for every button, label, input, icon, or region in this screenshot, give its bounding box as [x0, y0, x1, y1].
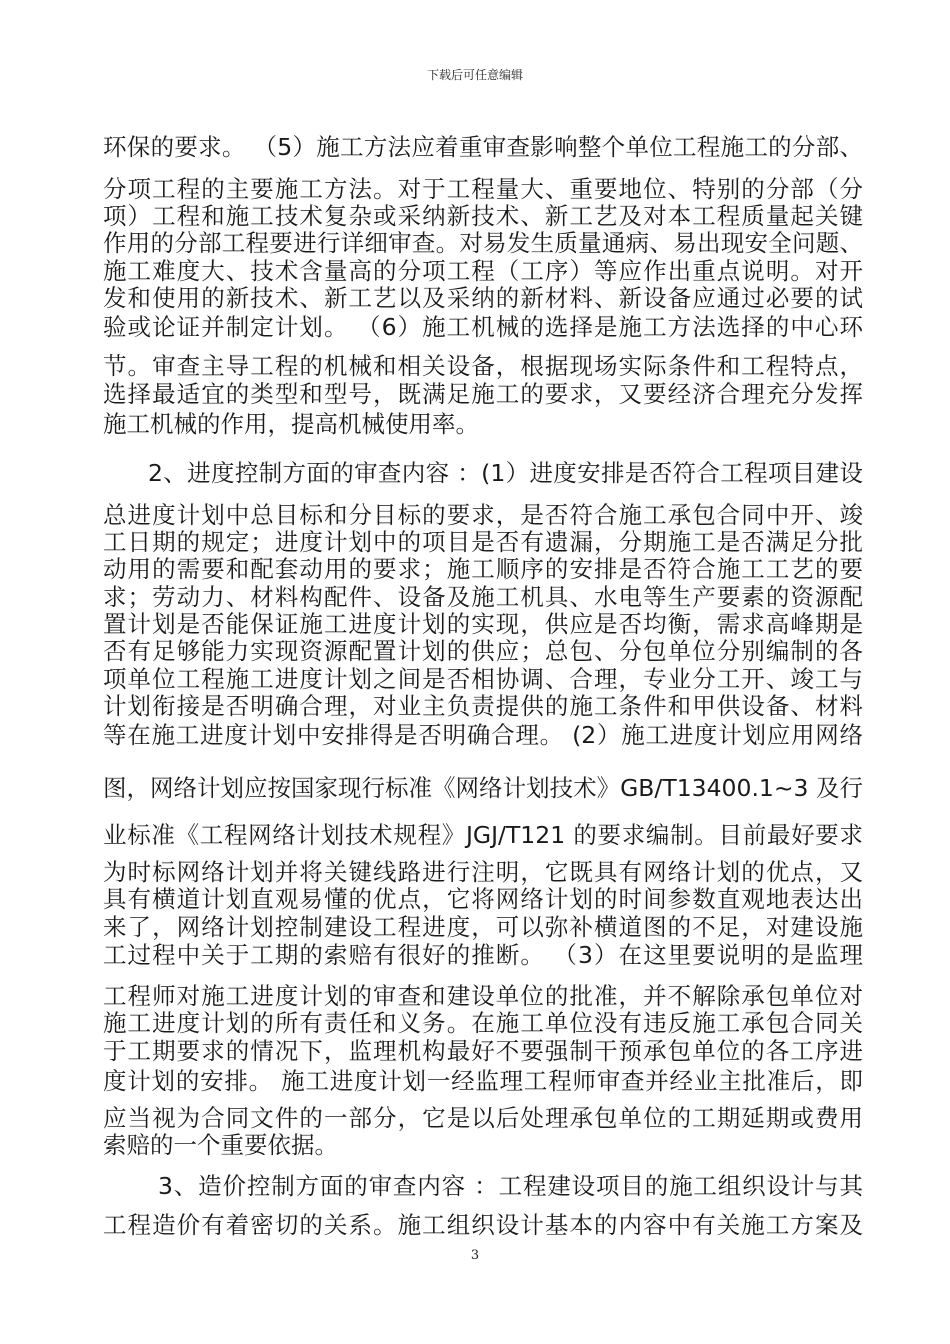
text-line: 总进度计划中总目标和分目标的要求，是否符合施工承包合同中开、竣 [103, 501, 863, 529]
text-line: 计划衔接是否明确合理，对业主负责提供的施工条件和甲供设备、材料 [103, 692, 863, 720]
text-line: 工过程中关于工期的索赔有很好的推断。 （3）在这里要说明的是监理 [103, 941, 863, 969]
text-line: 为时标网络计划并将关键线路进行注明，它既具有网络计划的优点，又 [103, 858, 863, 886]
text-line: 分项工程的主要施工方法。对于工程量大、重要地位、特别的分部（分 [103, 175, 863, 203]
text-line: 置计划是否能保证施工进度计划的实现，供应是否均衡，需求高峰期是 [103, 610, 863, 638]
text-line: 来了，网络计划控制建设工程进度，可以弥补横道图的不足，对建设施 [103, 913, 863, 941]
text-line: 3、造价控制方面的审查内容 ：工程建设项目的施工组织设计与其 [158, 1172, 863, 1200]
text-line: 业标准《工程网络计划技术规程》JGJ/T121 的要求编制。目前最好要求 [103, 821, 863, 849]
text-line: 节。审查主导工程的机械和相关设备，根据现场实际条件和工程特点， [103, 352, 863, 380]
text-line: 项单位工程施工进度计划之间是否相协调、合理，专业分工开、竣工与 [103, 665, 863, 693]
text-line: 施工机械的作用，提高机械使用率。 [103, 410, 479, 438]
text-line: 发和使用的新技术、新工艺以及采纳的新材料、新设备应通过必要的试 [103, 284, 863, 312]
text-line: 求；劳动力、材料构配件、设备及施工机具、水电等生产要素的资源配 [103, 583, 863, 611]
text-line: 环保的要求。 （5）施工方法应着重审查影响整个单位工程施工的分部、 [103, 133, 863, 161]
text-line: 应当视为合同文件的一部分，它是以后处理承包单位的工期延期或费用 [103, 1104, 863, 1132]
text-line: 动用的需要和配套动用的要求；施工顺序的安排是否符合施工工艺的要 [103, 555, 863, 583]
text-line: 于工期要求的情况下，监理机构最好不要强制干预承包单位的各工序进 [103, 1037, 863, 1065]
text-line: 施工进度计划的所有责任和义务。在施工单位没有违反施工承包合同关 [103, 1009, 863, 1037]
page-header: 下载后可任意编辑 [426, 68, 523, 82]
text-line: 作用的分部工程要进行详细审查。对易发生质量通病、易出现安全问题、 [103, 229, 863, 257]
text-line: 工日期的规定；进度计划中的项目是否有遗漏，分期施工是否满足分批 [103, 528, 863, 556]
text-line: 索赔的一个重要依据。 [103, 1131, 338, 1159]
text-line: 否有足够能力实现资源配置计划的供应；总包、分包单位分别编制的各 [103, 637, 863, 665]
text-line: 等在施工进度计划中安排得是否明确合理。 (2）施工进度计划应用网络 [103, 721, 863, 749]
text-line: 选择最适宜的类型和型号，既满足施工的要求，又要经济合理充分发挥 [103, 380, 863, 408]
text-line: 项）工程和施工技术复杂或采纳新技术、新工艺及对本工程质量起关键 [103, 202, 863, 230]
text-line: 工程造价有着密切的关系。施工组织设计基本的内容中有关施工方案及 [103, 1211, 863, 1239]
text-line: 工程师对施工进度计划的审查和建设单位的批准，并不解除承包单位对 [103, 982, 863, 1010]
text-line: 度计划的安排。 施工进度计划一经监理工程师审查并经业主批准后，即 [103, 1067, 863, 1095]
page-number: 3 [470, 1248, 480, 1263]
text-line: 2、进度控制方面的审查内容 ：(1）进度安排是否符合工程项目建设 [148, 459, 863, 487]
text-line: 具有横道计划直观易懂的优点，它将网络计划的时间参数直观地表达出 [103, 885, 863, 913]
text-line: 图，网络计划应按国家现行标准《网络计划技术》GB/T13400.1~3 及行 [103, 774, 863, 802]
text-line: 验或论证并制定计划。 （6）施工机械的选择是施工方法选择的中心环 [103, 313, 863, 341]
text-line: 施工难度大、技术含量高的分项工程（工序）等应作出重点说明。对开 [103, 257, 863, 285]
